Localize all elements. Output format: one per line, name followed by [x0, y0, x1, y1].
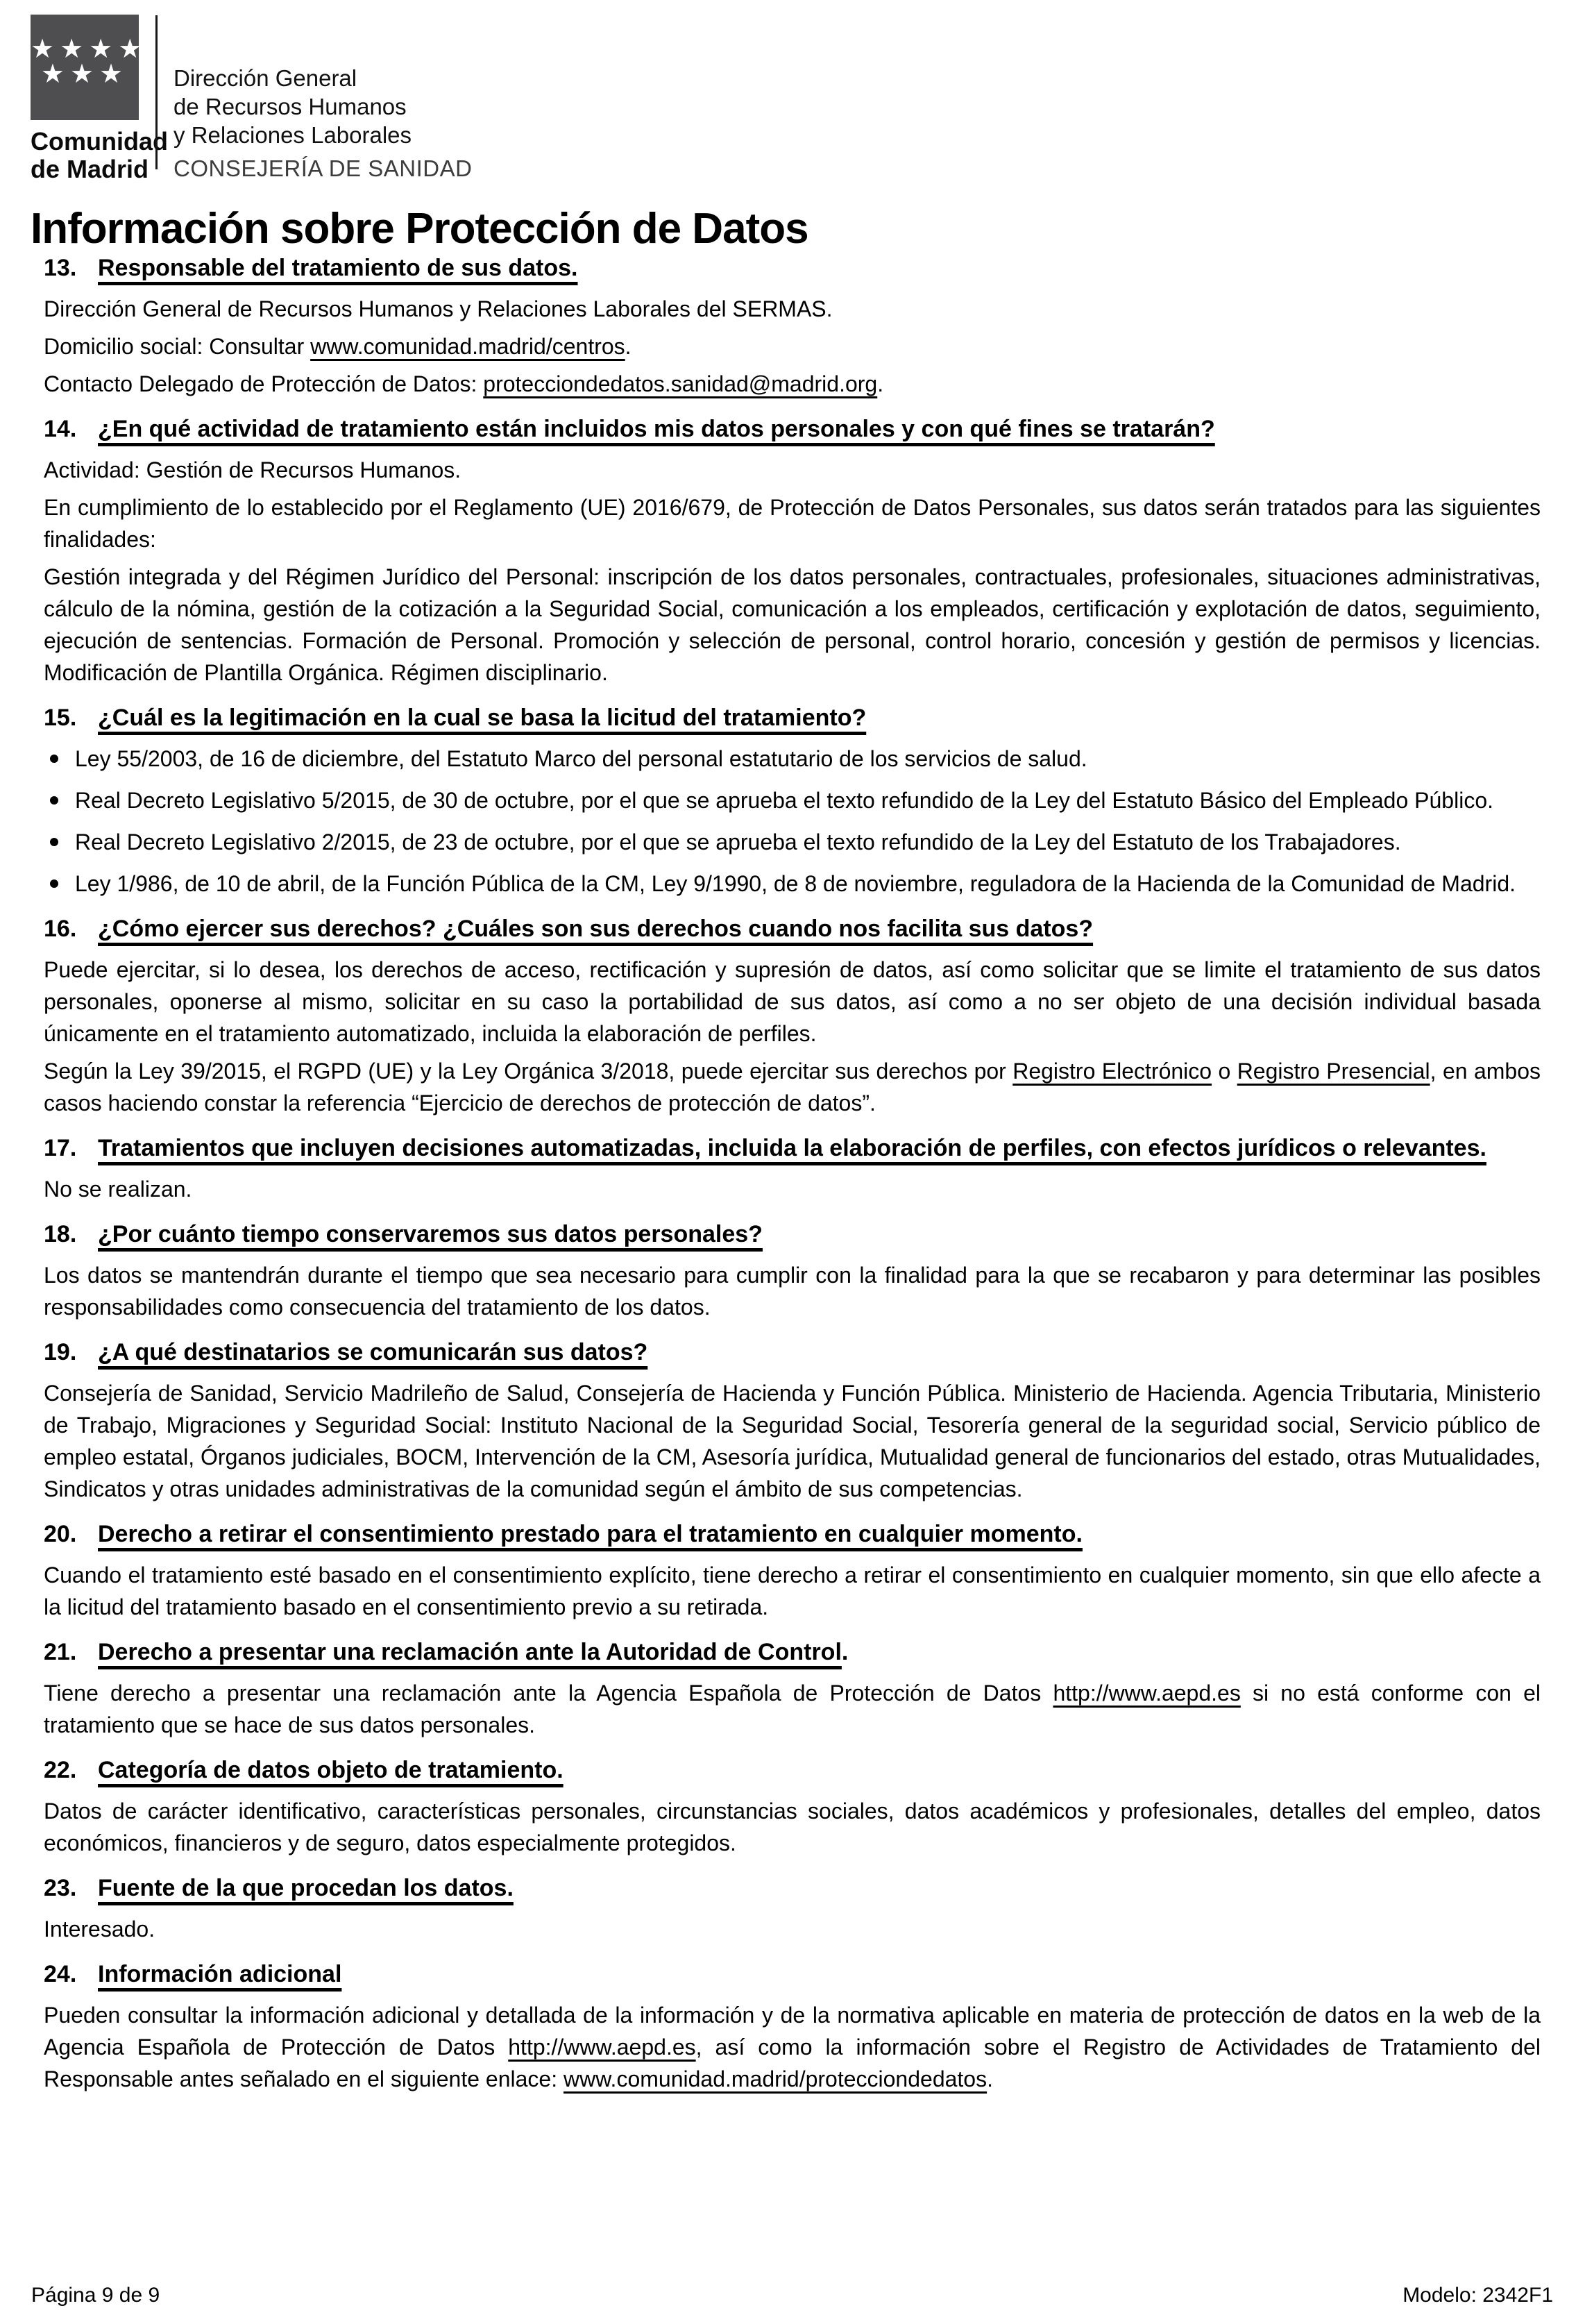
logo-stars-row1: ★★★★: [31, 35, 148, 64]
section-heading: [98, 1336, 1541, 1369]
section-heading-text: ¿En qué actividad de tratamiento están incluidos mis datos personales y con qué fines se tratarán?: [98, 416, 1215, 442]
section-heading-row: [44, 251, 1541, 285]
registro-presencial-link[interactable]: Registro Presencial: [1237, 1059, 1430, 1084]
section-heading-row: [44, 1635, 1541, 1669]
paragraph: Domicilio social: Consultar www.comunidad.madrid/centros.: [44, 334, 632, 359]
section-16: [44, 912, 1541, 1119]
paragraph: Datos de carácter identificativo, características personales, circunstancias sociales, datos académicos y profesionales, detalles del empleo, datos económicos, financieros y de seguro, datos especialmente protegidos.: [44, 1799, 1541, 1855]
section-number: 21.: [44, 1639, 77, 1665]
footer: [0, 2280, 1585, 2307]
section-number: 14.: [44, 416, 77, 442]
section-number: 23.: [44, 1875, 77, 1901]
bullet-list: [44, 743, 1541, 900]
section-heading-row: [44, 1517, 1541, 1551]
paragraph: Tiene derecho a presentar una reclamación ante la Agencia Española de Protección de Datos http://www.aepd.es si no está conforme con el tratamiento que se hace de sus datos personales.: [44, 1681, 1541, 1737]
section-14: [44, 412, 1541, 689]
section-number: 19.: [44, 1339, 77, 1365]
section-number: 24.: [44, 1961, 77, 1987]
list-item: Ley 1/986, de 10 de abril, de la Función Pública de la CM, Ley 9/1990, de 8 de noviembre, reguladora de la Hacienda de la Comunidad de Madrid.: [44, 868, 1541, 900]
section-heading: [98, 701, 1541, 734]
paragraph: Actividad: Gestión de Recursos Humanos.: [44, 457, 461, 482]
section-heading-text: ¿Por cuánto tiempo conservaremos sus datos personales?: [98, 1221, 763, 1247]
section-heading: [98, 1131, 1541, 1165]
section-19: [44, 1336, 1541, 1505]
logo-stars-row2: ★★★: [40, 60, 129, 89]
section-heading: [98, 912, 1541, 945]
logo-region-line1: Comunidad: [31, 127, 168, 155]
document-body: [0, 229, 1585, 2095]
paragraph: Dirección General de Recursos Humanos y Relaciones Laborales del SERMAS.: [44, 296, 833, 321]
paragraph: No se realizan.: [44, 1177, 192, 1202]
section-heading-row: [44, 1336, 1541, 1369]
section-heading-text: Responsable del tratamiento de sus datos.: [98, 255, 578, 281]
section-18: [44, 1218, 1541, 1323]
section-21: [44, 1635, 1541, 1741]
section-number: 18.: [44, 1221, 77, 1247]
paragraph: Pueden consultar la información adicional y detallada de la información y de la normativa aplicable en materia de protección de datos en la web de la Agencia Española de Protección de Datos http://www.aepd.es, así como la información sobre el Registro de Actividades de Tratamiento del Responsable antes señalado en el siguiente enlace: www.comunidad.madrid/protecciondedatos.: [44, 2003, 1541, 2091]
section-17: [44, 1131, 1541, 1205]
section-13: [44, 251, 1541, 400]
section-heading: [98, 1635, 1541, 1669]
section-15: [44, 701, 1541, 900]
dpd-email-link[interactable]: protecciondedatos.sanidad@madrid.org: [483, 371, 878, 396]
paragraph: Cuando el tratamiento esté basado en el consentimiento explícito, tiene derecho a retirar el consentimiento en cualquier momento, sin que ello afecte a la licitud del tratamiento basado en el consentimiento previo a su retirada.: [44, 1563, 1541, 1619]
section-heading-row: [44, 701, 1541, 734]
section-heading-text: Derecho a presentar una reclamación ante la Autoridad de Control: [98, 1639, 842, 1665]
list-item: Real Decreto Legislativo 5/2015, de 30 de octubre, por el que se aprueba el texto refundido de la Ley del Estatuto Básico del Empleado Público.: [44, 784, 1541, 816]
protecciondedatos-link[interactable]: www.comunidad.madrid/protecciondedatos: [563, 2066, 988, 2091]
department-line1: Dirección General: [173, 65, 357, 91]
aepd-link-2[interactable]: http://www.aepd.es: [508, 2035, 696, 2060]
paragraph: Consejería de Sanidad, Servicio Madrileño de Salud, Consejería de Hacienda y Función Pública. Ministerio de Hacienda. Agencia Tributaria, Ministerio de Trabajo, Migraciones y Seguridad Social: Instituto Nacional de la Seguridad Social, Tesorería general de la seguridad social, Servicio público de empleo estatal, Órganos judiciales, BOCM, Intervención de la CM, Asesoría jurídica, Mutualidad general de funcionarios del estado, otras Mutualidades, Sindicatos y otras unidades administrativas de la comunidad según el ámbito de sus competencias.: [44, 1381, 1541, 1501]
section-number: 15.: [44, 705, 77, 731]
section-heading-row: [44, 1218, 1541, 1251]
section-heading: [98, 412, 1541, 446]
section-heading: [98, 251, 1541, 285]
section-heading-text: Información adicional: [98, 1961, 342, 1987]
paragraph: En cumplimiento de lo establecido por el Reglamento (UE) 2016/679, de Protección de Datos Personales, sus datos serán tratados para las siguientes finalidades:: [44, 495, 1541, 552]
section-heading-text: Categoría de datos objeto de tratamiento.: [98, 1757, 563, 1783]
section-heading-text: ¿Cuál es la legitimación en la cual se basa la licitud del tratamiento?: [98, 705, 867, 731]
logo-region-line2: de Madrid: [31, 155, 149, 183]
paragraph: Los datos se mantendrán durante el tiempo que sea necesario para cumplir con la finalidad para la que se recabaron y para determinar las posibles responsabilidades como consecuencia del tratamiento de los datos.: [44, 1263, 1541, 1320]
paragraph: Gestión integrada y del Régimen Jurídico del Personal: inscripción de los datos personales, contractuales, profesionales, situaciones administrativas, cálculo de la nómina, gestión de la cotización a la Seguridad Social, comunicación a los empleados, certificación y explotación de datos, seguimiento, ejecución de sentencias. Formación de Personal. Promoción y selección de personal, control horario, concesión y gestión de permisos y licencias. Modificación de Plantilla Orgánica. Régimen disciplinario.: [44, 564, 1541, 685]
section-23: [44, 1871, 1541, 1945]
section-heading-suffix: .: [841, 1639, 849, 1665]
header-divider: [155, 15, 158, 169]
model-number: Modelo: 2342F1: [1402, 2284, 1553, 2307]
department-line3: y Relaciones Laborales: [173, 122, 412, 148]
section-22: [44, 1753, 1541, 1859]
section-heading-row: [44, 412, 1541, 446]
section-heading-text: Tratamientos que incluyen decisiones automatizadas, incluida la elaboración de perfiles, con efectos jurídicos o relevantes.: [98, 1135, 1486, 1161]
section-heading-row: [44, 912, 1541, 945]
madrid-logo: [31, 15, 148, 120]
section-heading-text: ¿A qué destinatarios se comunicarán sus datos?: [98, 1339, 648, 1365]
section-number: 16.: [44, 916, 77, 942]
section-heading: [98, 1517, 1541, 1551]
section-heading: [98, 1218, 1541, 1251]
section-heading: [98, 1957, 1541, 1991]
section-20: [44, 1517, 1541, 1623]
list-item: Ley 55/2003, de 16 de diciembre, del Estatuto Marco del personal estatutario de los servicios de salud.: [44, 743, 1541, 775]
section-heading-text: ¿Cómo ejercer sus derechos? ¿Cuáles son sus derechos cuando nos facilita sus datos?: [98, 916, 1094, 942]
list-item: Real Decreto Legislativo 2/2015, de 23 de octubre, por el que se aprueba el texto refundido de la Ley del Estatuto de los Trabajadores.: [44, 826, 1541, 858]
paragraph: Interesado.: [44, 1917, 155, 1942]
department-name: [173, 64, 412, 149]
section-heading-text: Derecho a retirar el consentimiento prestado para el tratamiento en cualquier momento.: [98, 1521, 1083, 1547]
header: [0, 0, 1585, 253]
paragraph: Contacto Delegado de Protección de Datos: protecciondedatos.sanidad@madrid.org.: [44, 371, 884, 396]
section-heading: [98, 1753, 1541, 1787]
section-24: [44, 1957, 1541, 2095]
department-line2: de Recursos Humanos: [173, 94, 407, 119]
section-heading-row: [44, 1871, 1541, 1905]
page-number: Página 9 de 9: [31, 2284, 160, 2307]
section-number: 22.: [44, 1757, 77, 1783]
logo-region-name: [31, 127, 168, 183]
aepd-link[interactable]: http://www.aepd.es: [1053, 1681, 1241, 1706]
page-title: Información sobre Protección de Datos: [31, 204, 808, 253]
section-heading: [98, 1871, 1541, 1905]
registro-electronico-link[interactable]: Registro Electrónico: [1012, 1059, 1212, 1084]
section-heading-row: [44, 1957, 1541, 1991]
paragraph: Puede ejercitar, si lo desea, los derechos de acceso, rectificación y supresión de datos, así como solicitar que se limite el tratamiento de sus datos personales, oponerse al mismo, solicitar en su caso la portabilidad de sus datos, así como a no ser objeto de una decisión individual basada únicamente en el tratamiento automatizado, incluida la elaboración de perfiles.: [44, 957, 1541, 1046]
centros-link[interactable]: www.comunidad.madrid/centros: [310, 334, 625, 359]
section-heading-row: [44, 1753, 1541, 1787]
consejeria-name: CONSEJERÍA DE SANIDAD: [173, 155, 473, 181]
section-number: 20.: [44, 1521, 77, 1547]
section-number: 13.: [44, 255, 77, 281]
section-heading-text: Fuente de la que procedan los datos.: [98, 1875, 514, 1901]
paragraph: Según la Ley 39/2015, el RGPD (UE) y la Ley Orgánica 3/2018, puede ejercitar sus derechos por Registro Electrónico o Registro Presencial, en ambos casos haciendo constar la referencia “Ejercicio de derechos de protección de datos”.: [44, 1059, 1541, 1115]
section-number: 17.: [44, 1135, 77, 1161]
section-heading-row: [44, 1131, 1541, 1165]
